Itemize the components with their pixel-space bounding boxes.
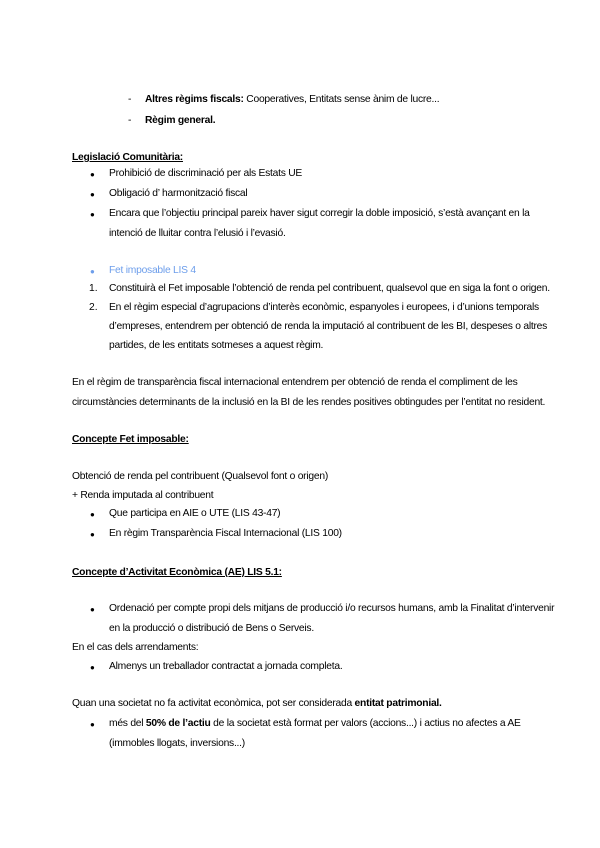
bullet-icon: ● [90,663,95,672]
list-item: Ordenació per compte propi dels mitjans de producció i/o recursos humans, amb la Finalitat d’intervenir [109,603,555,614]
list-number: 2. [89,302,98,313]
bullet-icon: ● [90,190,95,199]
bullet-icon: ● [90,530,95,539]
bold-term: 50% de l’actiu [145,718,211,729]
list-item: Prohibició de discriminació per als Estats UE [109,168,303,179]
bullet-icon: ● [90,170,95,179]
list-item: Obligació d’ harmonització fiscal [109,188,248,199]
dash-marker: - [128,94,132,105]
paragraph-line [72,697,442,711]
paragraph-line: + Renda imputada al contribuent [72,490,214,501]
bold-term: entitat patrimonial. [354,698,442,709]
paragraph-line: En el cas dels arrendaments: [72,642,199,653]
list-item: En règim Transparència Fiscal Internacional (LIS 100) [109,528,342,539]
bold-label: Altres règims fiscals: [145,94,244,105]
section-heading-legislacio: Legislació Comunitària: [72,152,183,163]
bold-label: Règim general. [145,115,216,126]
numbered-item-continuation: partides, de les entitats sotmeses a aquest règim. [109,340,324,351]
list-item-continuation: en la producció o distribució de Bens o Serveis. [109,623,314,634]
section-heading-concepte-fet: Concepte Fet imposable: [72,434,189,445]
dash-marker: - [128,115,132,126]
list-item [109,717,521,731]
list-item-continuation: intenció de lluitar contra l’elusió i l’evasió. [109,228,286,239]
numbered-item: En el règim especial d’agrupacions d’interès econòmic, espanyoles i europees, i d’unions temporals [109,302,539,313]
list-number: 1. [89,283,98,294]
text-span: més del [109,718,146,729]
paragraph-line: En el règim de transparència fiscal internacional entendrem per obtenció de renda el compliment de les [72,377,518,388]
bullet-icon: ● [90,605,95,614]
list-item: Almenys un treballador contractat a jornada completa. [109,661,343,672]
list-item: Que participa en AIE o UTE (LIS 43-47) [109,508,281,519]
text-span: de la societat està format per valors (accions...) i actius no afectes a AE [210,718,521,729]
bullet-icon: ● [90,720,95,729]
text-span: Quan una societat no fa activitat econòmica, pot ser considerada [72,698,355,709]
list-item [145,114,215,128]
paragraph-line: circumstàncies determinants de la inclusió en la BI de les rendes positives obtingudes per l’entitat no resident. [72,397,546,408]
blue-bullet-icon: ● [90,267,95,276]
numbered-item: Constituirà el Fet imposable l’obtenció de renda pel contribuent, qualsevol que en siga la font o origen. [109,283,550,294]
paragraph-line: Obtenció de renda pel contribuent (Qualsevol font o origen) [72,471,328,482]
list-item-continuation: (immobles llogats, inversions...) [109,738,245,749]
numbered-item-continuation: d’empreses, entendrem per obtenció de renda la imputació al contribuent de les BI, despeses o altres [109,321,548,332]
bullet-icon: ● [90,210,95,219]
bullet-icon: ● [90,510,95,519]
list-item: Encara que l’objectiu principal pareix haver sigut corregir la doble imposició, s’està avançant en la [109,208,530,219]
fet-imposable-link[interactable]: Fet imposable LIS 4 [109,265,196,276]
section-heading-concepte-ae: Concepte d’Activitat Econòmica (AE) LIS 5.1: [72,567,282,578]
list-item [145,93,439,107]
item-text: Cooperatives, Entitats sense ànim de lucre... [243,94,440,105]
